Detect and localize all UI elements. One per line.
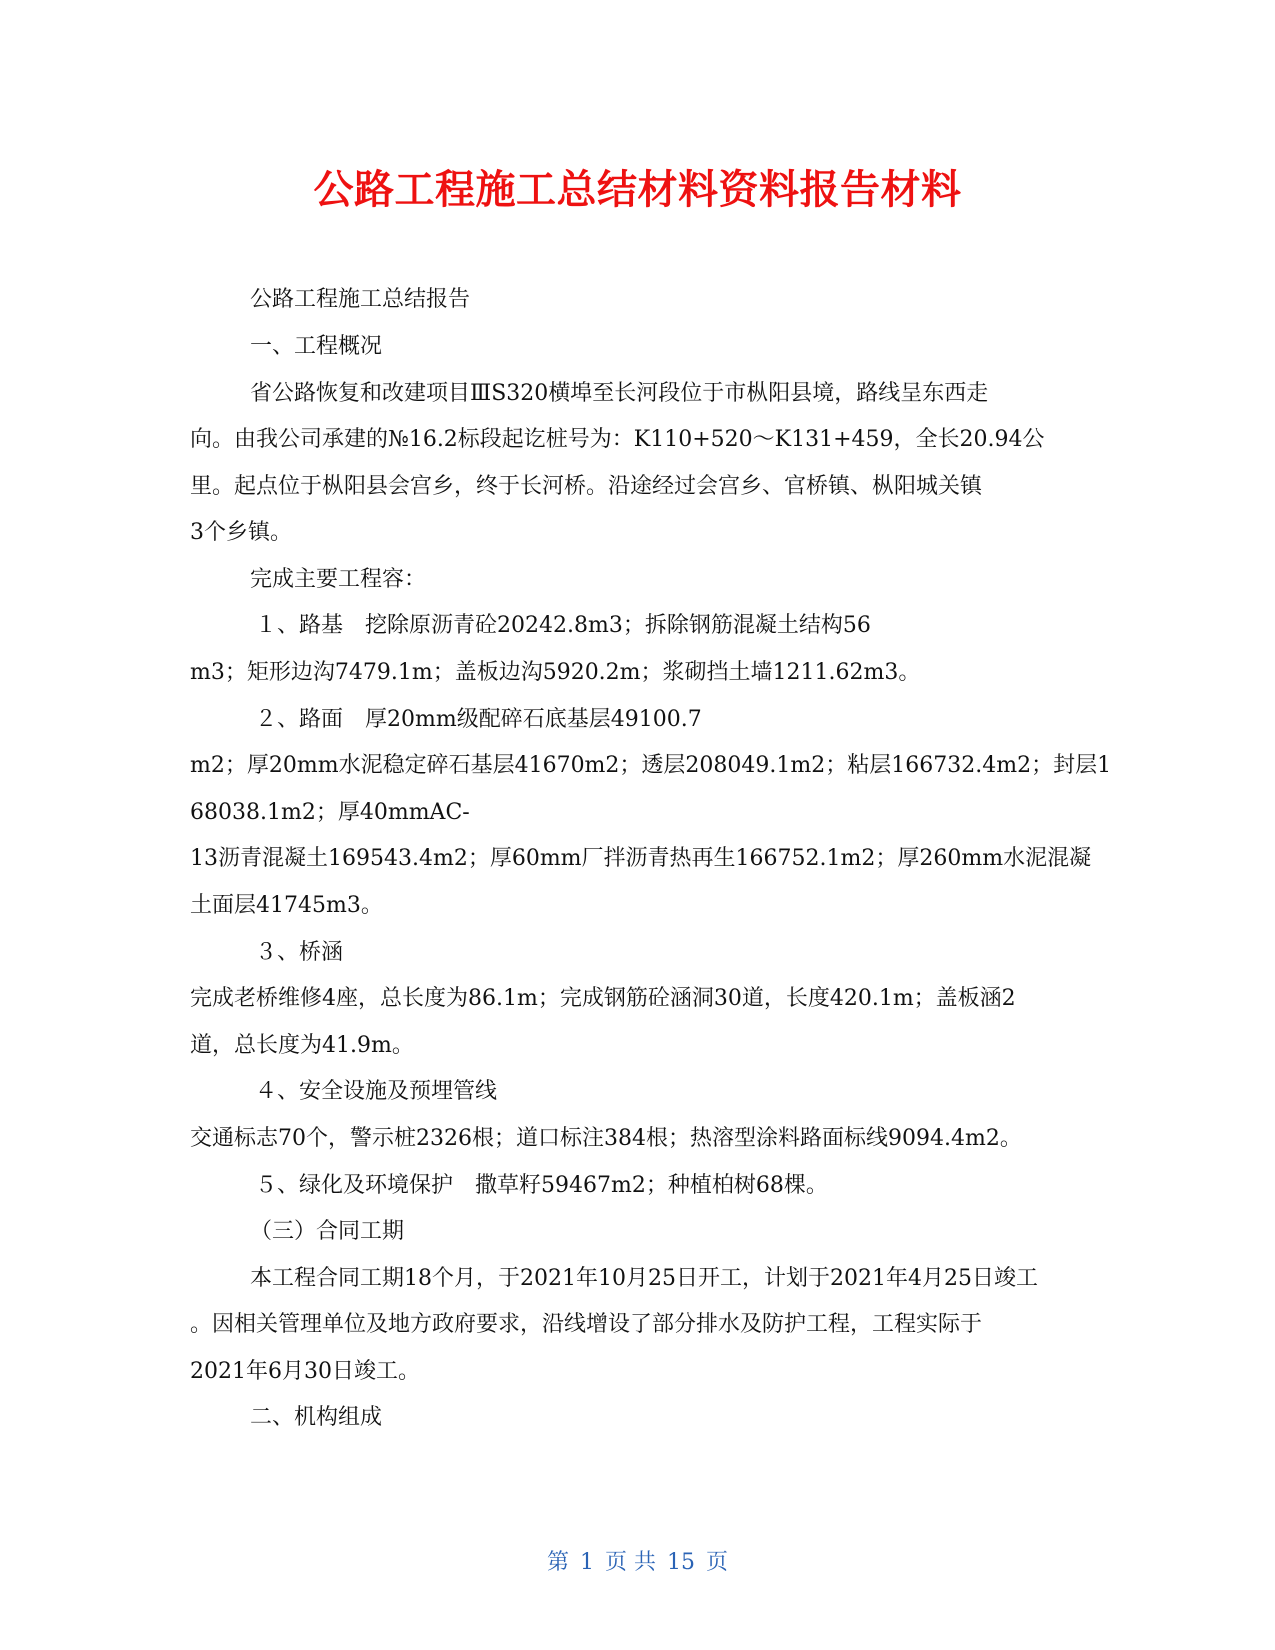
paragraph-line: 13沥青混凝土169543.4m2；厚60mm厂拌沥青热再生166752.1m2；厚260mm水泥混凝 [190,846,1092,871]
paragraph-line: 68038.1m2；厚40mmAC- [190,800,470,825]
document-title: 公路工程施工总结材料资料报告材料 [313,167,962,213]
section-heading: 二、机构组成 [250,1405,383,1430]
paragraph-line: 道，总长度为41.9m。 [190,1033,414,1058]
list-item: ３、桥涵 [255,940,344,965]
list-item: ４、安全设施及预埋管线 [255,1079,498,1104]
paragraph-line: 。因相关管理单位及地方政府要求，沿线增设了部分排水及防护工程，工程实际于 [190,1312,983,1337]
section-heading: 一、工程概况 [250,334,383,359]
paragraph-line: 土面层41745m3。 [190,893,383,918]
page-footer [0,1548,1275,1578]
footer-middle: 页 共 [605,1550,656,1575]
paragraph-line: m3；矩形边沟7479.1m；盖板边沟5920.2m；浆砌挡土墙1211.62m3。 [190,660,921,685]
paragraph-line: 2021年6月30日竣工。 [190,1359,420,1384]
footer-prefix: 第 [546,1550,569,1575]
subheading: 完成主要工程容： [250,567,427,592]
paragraph-line: 省公路恢复和改建项目ⅢS320横埠至长河段位于市枞阳县境，路线呈东西走 [250,381,989,406]
list-item: ５、绿化及环境保护 撒草籽59467m2；种植柏树68棵。 [255,1173,828,1198]
paragraph-line: 向。由我公司承建的№16.2标段起讫桩号为：K110+520～K131+459，全长20.94公 [190,427,1045,452]
list-item: １、路基 挖除原沥青砼20242.8m3；拆除钢筋混凝土结构56 [255,613,871,638]
list-item: ２、路面 厚20mm级配碎石底基层49100.7 [255,707,702,732]
report-heading: 公路工程施工总结报告 [250,287,471,312]
paragraph-line: 完成老桥维修4座，总长度为86.1m；完成钢筋砼涵洞30道，长度420.1m；盖板涵2 [190,986,1016,1011]
paragraph-line: 里。起点位于枞阳县会宫乡，终于长河桥。沿途经过会宫乡、官桥镇、枞阳城关镇 [190,474,983,499]
footer-total-pages: 15 [667,1550,695,1575]
footer-page-number: 1 [580,1550,594,1575]
paragraph-line: 本工程合同工期18个月，于2021年10月25日开工，计划于2021年4月25日竣工 [250,1266,1038,1291]
footer-suffix: 页 [706,1550,729,1575]
paragraph-line: m2；厚20mm水泥稳定碎石基层41670m2；透层208049.1m2；粘层166732.4m2；封层1 [190,753,1112,778]
paragraph-line: 交通标志70个，警示桩2326根；道口标注384根；热溶型涂料路面标线9094.4m2。 [190,1126,1022,1151]
paragraph-line: 3个乡镇。 [190,520,292,545]
subheading: （三）合同工期 [250,1219,405,1244]
